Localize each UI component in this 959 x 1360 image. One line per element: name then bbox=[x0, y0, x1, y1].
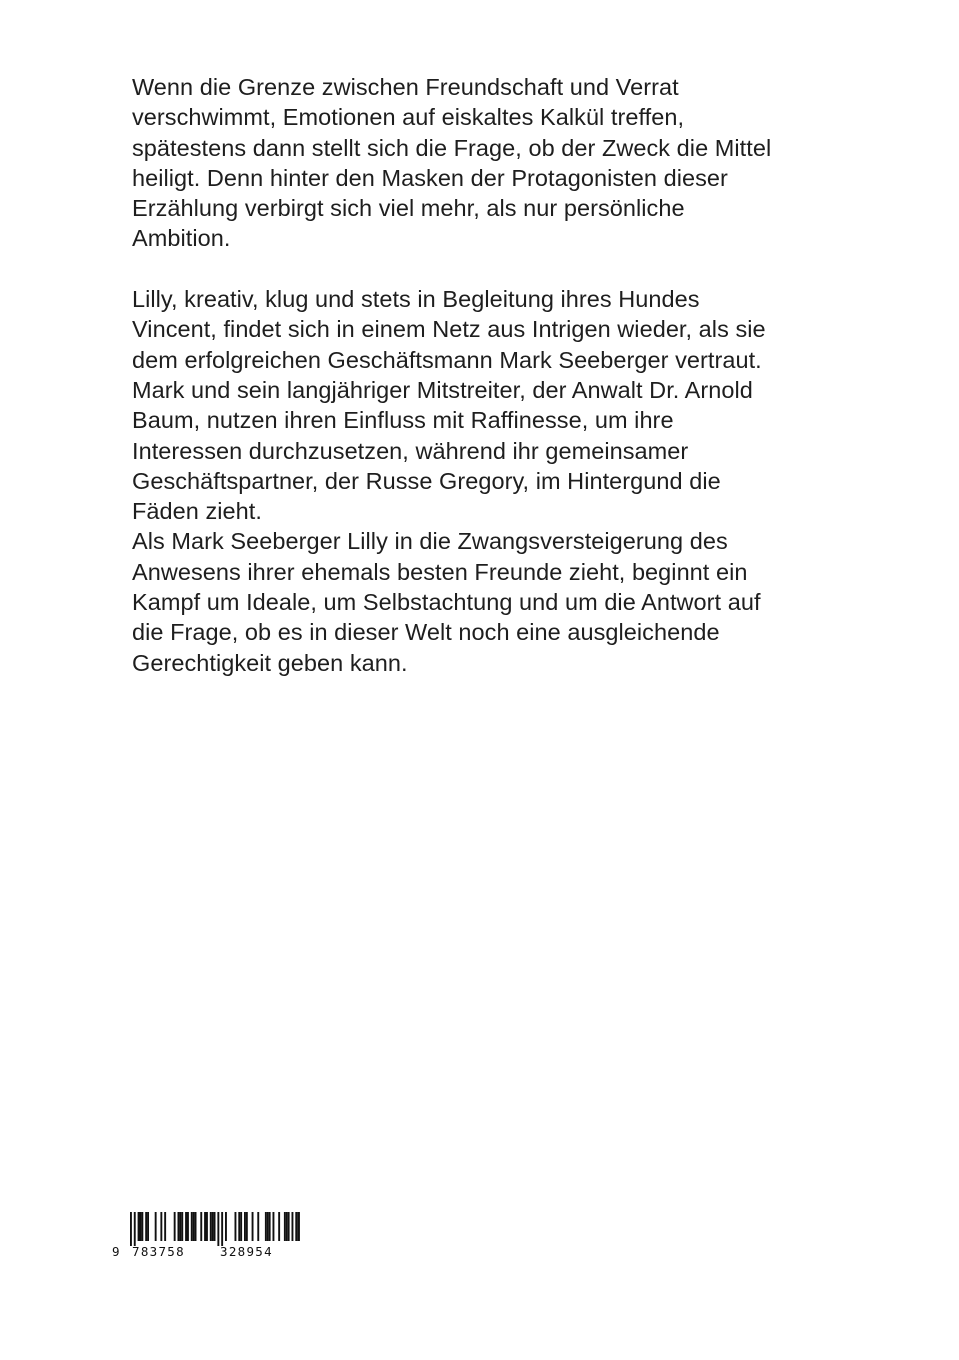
barcode-bar bbox=[138, 1212, 140, 1241]
barcode-bar bbox=[210, 1212, 212, 1241]
barcode-bar bbox=[288, 1212, 290, 1241]
barcode-bar bbox=[187, 1212, 189, 1241]
text-line: Geschäftspartner, der Russe Gregory, im Hintergund die bbox=[132, 467, 721, 494]
barcode-bar bbox=[141, 1212, 143, 1241]
barcode-bar bbox=[195, 1212, 197, 1241]
barcode-bar bbox=[257, 1212, 259, 1241]
barcode-bar bbox=[244, 1212, 246, 1241]
barcode-bar bbox=[286, 1212, 288, 1241]
barcode-first-digit: 9 bbox=[112, 1244, 121, 1259]
barcode-bar bbox=[193, 1212, 195, 1241]
barcode-bar bbox=[252, 1212, 254, 1241]
text-line: spätestens dann stellt sich die Frage, ob der Zweck die Mittel bbox=[132, 134, 772, 161]
isbn-barcode bbox=[110, 1210, 300, 1262]
barcode-bar bbox=[140, 1212, 142, 1241]
barcode-bar bbox=[174, 1212, 176, 1241]
barcode-bar bbox=[160, 1212, 162, 1241]
barcode-bar bbox=[225, 1212, 227, 1241]
barcode-bar bbox=[235, 1212, 237, 1241]
barcode-bar bbox=[134, 1212, 136, 1246]
barcode-bar bbox=[155, 1212, 157, 1241]
barcode-bar bbox=[238, 1212, 240, 1241]
barcode-bar bbox=[200, 1212, 202, 1241]
barcode-bar bbox=[295, 1212, 297, 1241]
barcode-bar bbox=[292, 1212, 294, 1241]
barcode-bar bbox=[206, 1212, 208, 1241]
barcode-bar bbox=[246, 1212, 248, 1241]
barcode-bar bbox=[269, 1212, 271, 1241]
barcode-bars bbox=[110, 1210, 300, 1246]
barcode-bar bbox=[278, 1212, 280, 1241]
barcode-bar bbox=[181, 1212, 183, 1241]
barcode-right-digits: 328954 bbox=[220, 1244, 273, 1259]
barcode-bar bbox=[217, 1212, 219, 1246]
barcode-bar bbox=[297, 1212, 299, 1241]
barcode-bar bbox=[299, 1212, 300, 1241]
paragraph-conflict bbox=[132, 526, 832, 677]
text-line: Interessen durchzusetzen, während ihr gemeinsamer bbox=[132, 437, 689, 464]
text-line: Gerechtigkeit geben kann. bbox=[132, 649, 408, 676]
barcode-bar bbox=[178, 1212, 180, 1241]
text-line: Erzählung verbirgt sich viel mehr, als nur persönliche bbox=[132, 195, 685, 222]
text-line: Als Mark Seeberger Lilly in die Zwangsversteigerung des bbox=[132, 528, 728, 555]
barcode-bar bbox=[273, 1212, 275, 1241]
back-cover-blurb bbox=[132, 72, 832, 678]
text-line: Mark und sein langjähriger Mitstreiter, der Anwalt Dr. Arnold bbox=[132, 376, 753, 403]
text-line: Lilly, kreativ, klug und stets in Begleitung ihres Hundes bbox=[132, 286, 700, 313]
text-line: heiligt. Denn hinter den Masken der Protagonisten dieser bbox=[132, 164, 728, 191]
barcode-bar bbox=[214, 1212, 216, 1241]
barcode-bar bbox=[130, 1212, 132, 1246]
barcode-bar bbox=[240, 1212, 242, 1241]
text-line: Ambition. bbox=[132, 225, 231, 252]
barcode-bar bbox=[284, 1212, 286, 1241]
barcode-bar bbox=[267, 1212, 269, 1241]
text-line: Baum, nutzen ihren Einfluss mit Raffinesse, um ihre bbox=[132, 407, 674, 434]
paragraph-characters bbox=[132, 284, 832, 526]
barcode-bar bbox=[185, 1212, 187, 1241]
text-line: dem erfolgreichen Geschäftsmann Mark Seeberger vertraut. bbox=[132, 346, 762, 373]
paragraph-spacer bbox=[132, 254, 832, 284]
barcode-bar bbox=[179, 1212, 181, 1241]
text-line: Vincent, findet sich in einem Netz aus Intrigen wieder, als sie bbox=[132, 316, 766, 343]
text-line: Kampf um Ideale, um Selbstachtung und um die Antwort auf bbox=[132, 589, 761, 616]
barcode-bar bbox=[191, 1212, 193, 1241]
barcode-left-digits: 783758 bbox=[132, 1244, 185, 1259]
paragraph-intro bbox=[132, 72, 832, 254]
barcode-bar bbox=[204, 1212, 206, 1241]
barcode-bar bbox=[145, 1212, 147, 1241]
text-line: verschwimmt, Emotionen auf eiskaltes Kalkül treffen, bbox=[132, 104, 685, 131]
text-line: die Frage, ob es in dieser Welt noch eine ausgleichende bbox=[132, 619, 720, 646]
text-line: Fäden zieht. bbox=[132, 498, 262, 525]
barcode-bar bbox=[212, 1212, 214, 1241]
text-line: Anwesens ihrer ehemals besten Freunde zieht, beginnt ein bbox=[132, 558, 748, 585]
barcode-bar bbox=[147, 1212, 149, 1241]
barcode-bar bbox=[265, 1212, 267, 1241]
barcode-bar bbox=[221, 1212, 223, 1246]
barcode-bar bbox=[164, 1212, 166, 1241]
text-line: Wenn die Grenze zwischen Freundschaft und Verrat bbox=[132, 74, 679, 100]
